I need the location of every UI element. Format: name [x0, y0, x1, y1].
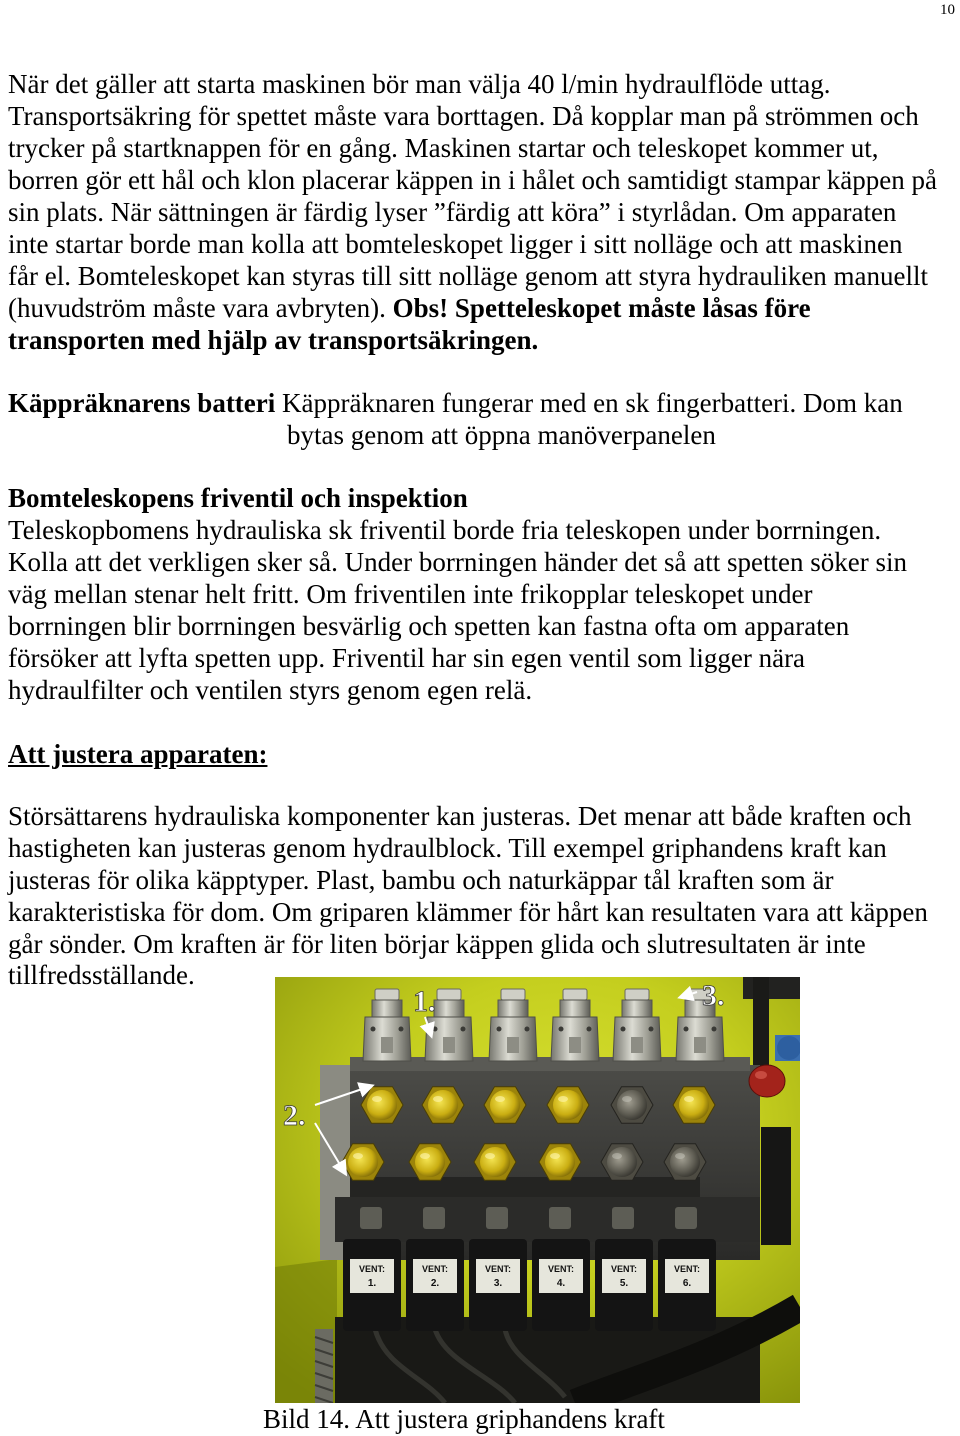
battery-text: bytas genom att öppna manöverpanelen — [287, 420, 716, 450]
valve-label: VENT: — [610, 1264, 638, 1274]
adjust-line: hastigheten kan justeras genom hydraulblock. Till exempel griphandens kraft kan — [8, 833, 887, 863]
adjust-heading: Att justera apparaten: — [8, 739, 268, 769]
intro-line-text: (huvudström måste vara avbryten). — [8, 293, 386, 323]
valve-number: 5. — [619, 1278, 629, 1289]
callout-1: 1. — [413, 985, 436, 1018]
adjust-line: tillfredsställande. — [8, 960, 195, 990]
battery-line — [8, 387, 903, 419]
solenoid-coil — [469, 1239, 527, 1331]
friventil-line: försöker att lyfta spetten upp. Friventil har sin egen ventil som ligger nära — [8, 643, 806, 673]
photo-illustration — [275, 977, 800, 1403]
battery-text: Käppräknaren fungerar med en sk fingerbatteri. Dom kan — [282, 388, 903, 418]
callout-2: 2. — [283, 1099, 306, 1132]
valve-number: 2. — [430, 1278, 440, 1289]
intro-line — [8, 292, 811, 324]
adjust-line: Störsättarens hydrauliska komponenter kan justeras. Det menar att både kraften och — [8, 801, 912, 831]
knob-stems — [350, 1177, 700, 1197]
intro-line: sin plats. När sättningen är färdig lyser ”färdig att köra” i styrlådan. Om apparaten — [8, 197, 897, 227]
friventil-line: borrningen blir borrningen besvärlig och spetten kan fastna ofta om apparaten — [8, 611, 850, 641]
friventil-line: Teleskopbomens hydrauliska sk friventil borde fria teleskopen under borrningen. — [8, 515, 882, 545]
valve-label: VENT: — [421, 1264, 449, 1274]
intro-line: När det gäller att starta maskinen bör man välja 40 l/min hydraulflöde uttag. — [8, 69, 831, 99]
page-number: 10 — [940, 2, 955, 18]
valve-number: 3. — [493, 1278, 503, 1289]
solenoid-coil — [532, 1239, 590, 1331]
battery-heading: Käppräknarens batteri — [8, 388, 276, 418]
intro-line: inte startar borde man kolla att bomteleskopet ligger i sitt nolläge och att maskinen — [8, 229, 903, 259]
intro-line: får el. Bomteleskopet kan styras till sitt nolläge genom att styra hydrauliken manuellt — [8, 261, 929, 291]
mount-bracket — [743, 977, 800, 999]
adjust-line: justeras för olika käpptyper. Plast, bambu och naturkäppar tål kraften som är — [8, 865, 834, 895]
intro-line: trycker på startknappen för en gång. Maskinen startar och teleskopet kommer ut, — [8, 133, 879, 163]
intro-line: borren gör ett hål och klon placerar käppen in i hålet och samtidigt stampar käppen på — [8, 165, 937, 195]
valve-label: VENT: — [484, 1264, 512, 1274]
warning-text: transporten med hjälp av transportsäkringen. — [8, 325, 539, 355]
blue-fitting — [777, 1036, 800, 1060]
valve-label: VENT: — [547, 1264, 575, 1274]
valve-number: 1. — [367, 1278, 377, 1289]
callout-3: 3. — [702, 979, 725, 1012]
friventil-line: Kolla att det verkligen sker så. Under borrningen händer det så att spetten söker sin — [8, 547, 907, 577]
adjust-line: karakteristiska för dom. Om griparen klämmer för hårt kan resultaten vara att käppen — [8, 897, 928, 927]
friventil-heading: Bomteleskopens friventil och inspektion — [8, 483, 468, 513]
valve-label: VENT: — [358, 1264, 386, 1274]
valve-block-photo — [275, 977, 800, 1403]
solenoid-coil — [595, 1239, 653, 1331]
friventil-line: hydraulfilter och ventilen styrs genom egen relä. — [8, 675, 533, 705]
solenoid-coil — [343, 1239, 401, 1331]
red-cap-highlight — [755, 1071, 767, 1079]
valve-label: VENT: — [673, 1264, 701, 1274]
warning-text: Obs! Spetteleskopet måste låsas före — [392, 293, 811, 323]
connector — [761, 1127, 791, 1245]
red-cap — [749, 1065, 785, 1097]
valve-number: 4. — [556, 1278, 566, 1289]
intro-line: Transportsäkring för spettet måste vara borttagen. Då kopplar man på strömmen och — [8, 101, 919, 131]
solenoid-coil — [406, 1239, 464, 1331]
friventil-line: väg mellan stenar helt fritt. Om friventilen inte frikopplar teleskopet under — [8, 579, 813, 609]
figure-caption: Bild 14. Att justera griphandens kraft — [263, 1404, 665, 1434]
solenoid-coil — [658, 1239, 716, 1331]
adjust-line: går sönder. Om kraften är för liten börjar käppen glida och slutresultaten är inte — [8, 929, 866, 959]
valve-number: 6. — [682, 1278, 692, 1289]
